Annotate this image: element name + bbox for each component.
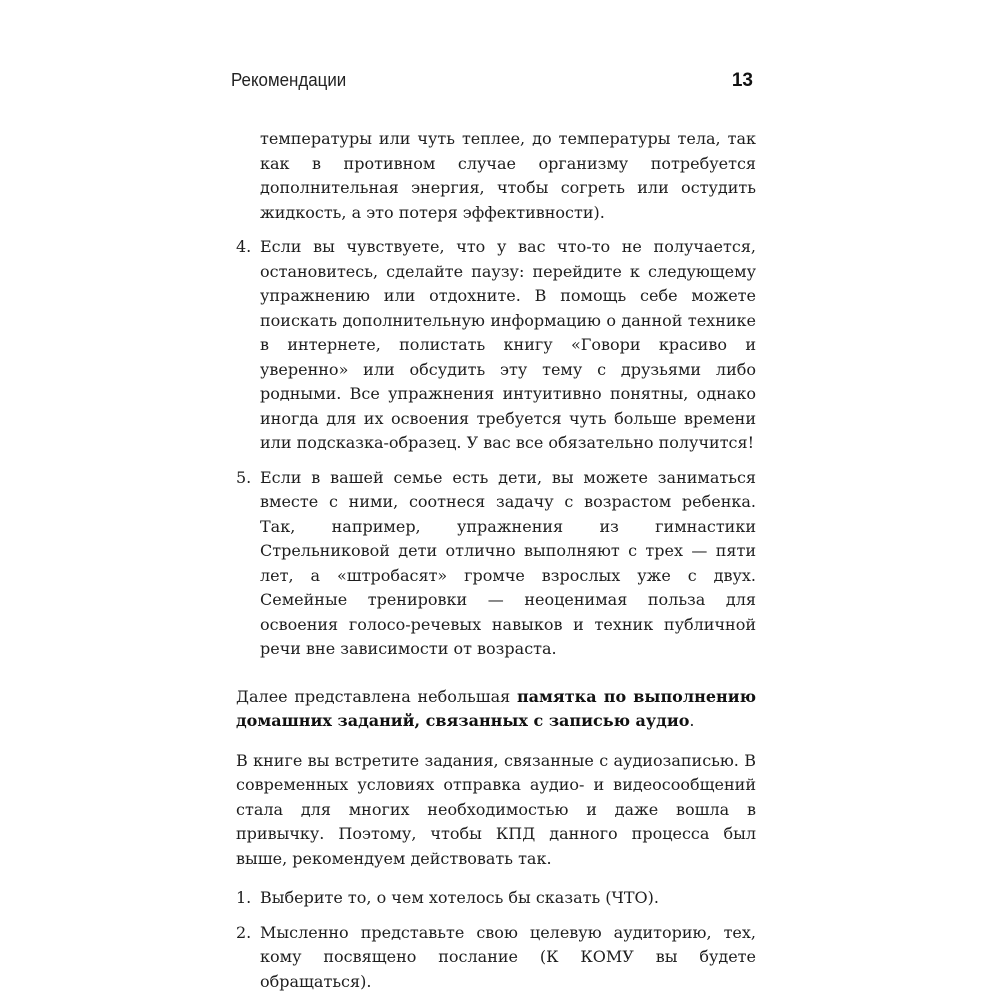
numbered-list-tips <box>236 235 756 662</box>
list-item <box>236 466 756 662</box>
list-item <box>236 886 756 911</box>
page-body <box>236 127 756 994</box>
audio-paragraph: В книге вы встретите задания, связанные с аудиозаписью. В современных условиях отправка аудио- и видеосообщений стала для многих необходимостью и даже вошла в привычку. Поэтому, чтобы КПД данного процесса был выше, рекомендуем действовать так. <box>236 750 756 868</box>
running-head: Рекомендации <box>231 70 347 90</box>
page-header <box>231 70 753 96</box>
memo-paragraph <box>236 685 756 734</box>
list-item-number: 5. <box>236 467 252 487</box>
list-item <box>236 235 756 456</box>
list-item-number: 4. <box>236 237 252 256</box>
list-item-text: Если вы чувствуете, что у вас что-то не получается, остановитесь, сделайте паузу: перейдите к следующему упражнению или отдохните. В помощь себе можете поискать дополнительную информацию о данной технике в интернете, полистать книгу «Говори красиво и уверенно» или обсудить эту тему с друзьями либо родными. Все упражнения интуитивно понятны, однако иногда для их освоения требуется чуть больше времени или подсказка-образец. У вас все обязательно получится! <box>260 237 756 452</box>
numbered-list-steps <box>236 886 756 994</box>
memo-end: . <box>689 711 695 730</box>
continuation-paragraph: температуры или чуть теплее, до температуры тела, так как в противном случае организму потребуется дополнительная энергия, чтобы согреть или остудить жидкость, а это потеря эффективности). <box>260 129 756 222</box>
list-item <box>236 921 756 995</box>
list-item-text: Мысленно представьте свою целевую аудиторию, тех, кому посвящено послание (К КОМУ вы будете обращаться). <box>260 922 756 991</box>
list-item-number: 1. <box>236 888 252 907</box>
memo-intro: Далее представлена небольшая <box>236 686 517 706</box>
memo-bold-text: памятка по выполнению домашних заданий, связанных с записью аудио <box>236 686 757 730</box>
list-item-text: Выберите то, о чем хотелось бы сказать (ЧТО). <box>260 888 659 907</box>
list-item-text: Если в вашей семье есть дети, вы можете заниматься вместе с ними, соотнеся задачу с возрастом ребенка. Так, например, упражнения из гимнастики Стрельниковой дети отлично выполняют с трех — пяти лет, а «штробасят» громче взрослых уже с двух. Семейные тренировки — неоценимая польза для освоения голосо-речевых навыков и техник публичной речи вне зависимости от возраста. <box>260 467 756 658</box>
list-item-number: 2. <box>236 922 252 942</box>
page-number: 13 <box>731 70 753 91</box>
